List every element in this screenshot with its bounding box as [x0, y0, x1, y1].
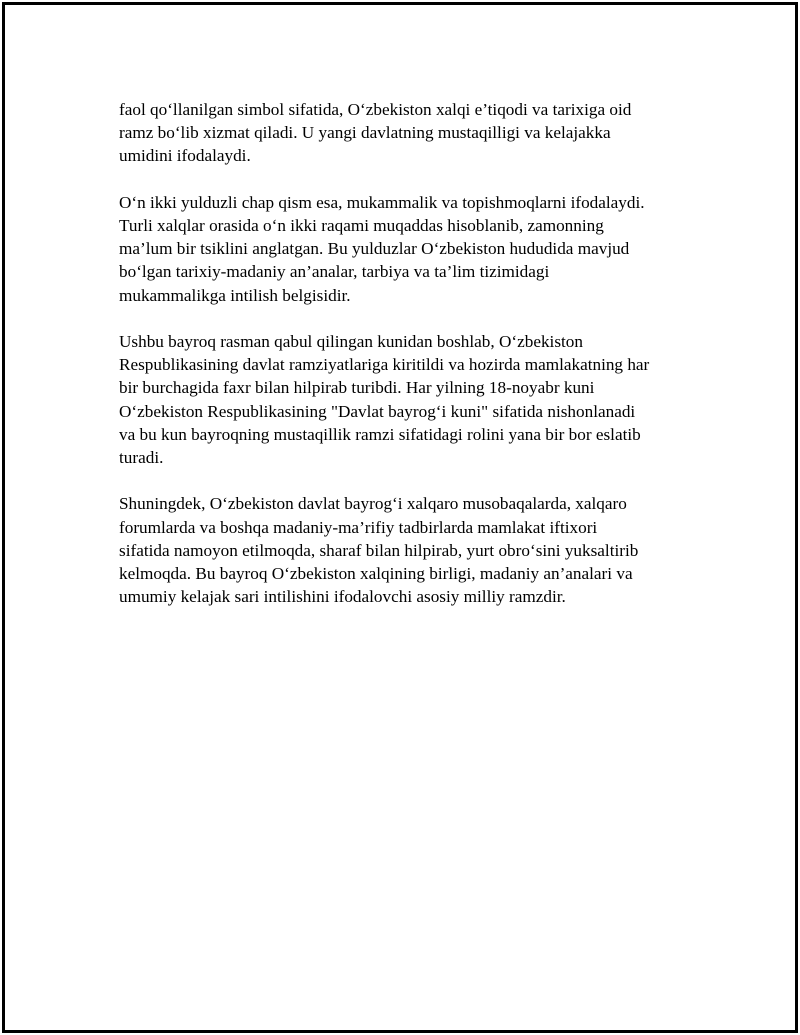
text-line: O‘zbekiston Respublikasining "Davlat bayrog‘i kuni" sifatida nishonlanadi — [119, 401, 636, 421]
text-line: sifatida namoyon etilmoqda, sharaf bilan hilpirab, yurt obro‘sini yuksaltirib — [119, 540, 639, 560]
text-line: turadi. — [119, 448, 164, 468]
text-line: umidini ifodalaydi. — [119, 146, 251, 166]
text-line: mukammalikga intilish belgisidir. — [119, 285, 351, 305]
text-line: umumiy kelajak sari intilishini ifodalovchi asosiy milliy ramzdir. — [119, 587, 566, 607]
paragraph-3 — [119, 330, 699, 469]
text-line: O‘n ikki yulduzli chap qism esa, mukammalik va topishmoqlarni ifodalaydi. — [119, 192, 645, 212]
text-line: forumlarda va boshqa madaniy-ma’rifiy tadbirlarda mamlakat iftixori — [119, 517, 598, 537]
text-line: Turli xalqlar orasida o‘n ikki raqami muqaddas hisoblanib, zamonning — [119, 216, 604, 235]
paragraph-2 — [119, 191, 699, 307]
text-line: Shuningdek, O‘zbekiston davlat bayrog‘i xalqaro musobaqalarda, xalqaro — [119, 494, 627, 514]
paragraph-4 — [119, 492, 699, 608]
text-line: va bu kun bayroqning mustaqillik ramzi sifatidagi rolini yana bir bor eslatib — [119, 424, 641, 444]
paragraph-1 — [119, 98, 699, 168]
text-line: bir burchagida faxr bilan hilpirab turibdi. Har yilning 18-noyabr kuni — [119, 378, 595, 398]
document-body — [119, 98, 699, 632]
text-line: faol qo‘llanilgan simbol sifatida, O‘zbekiston xalqi e’tiqodi va tarixiga oid — [119, 100, 632, 119]
text-line: bo‘lgan tarixiy-madaniy an’analar, tarbiya va ta’lim tizimidagi — [119, 262, 550, 282]
text-line: kelmoqda. Bu bayroq O‘zbekiston xalqining birligi, madaniy an’analari va — [119, 564, 633, 584]
text-line: ma’lum bir tsiklini anglatgan. Bu yulduzlar O‘zbekiston hududida mavjud — [119, 239, 630, 259]
text-line: Ushbu bayroq rasman qabul qilingan kunidan boshlab, O‘zbekiston — [119, 332, 583, 351]
document-page — [2, 2, 798, 1033]
text-line: ramz bo‘lib xizmat qiladi. U yangi davlatning mustaqilligi va kelajakka — [119, 123, 611, 143]
text-line: Respublikasining davlat ramziyatlariga kiritildi va hozirda mamlakatning har — [119, 355, 650, 375]
